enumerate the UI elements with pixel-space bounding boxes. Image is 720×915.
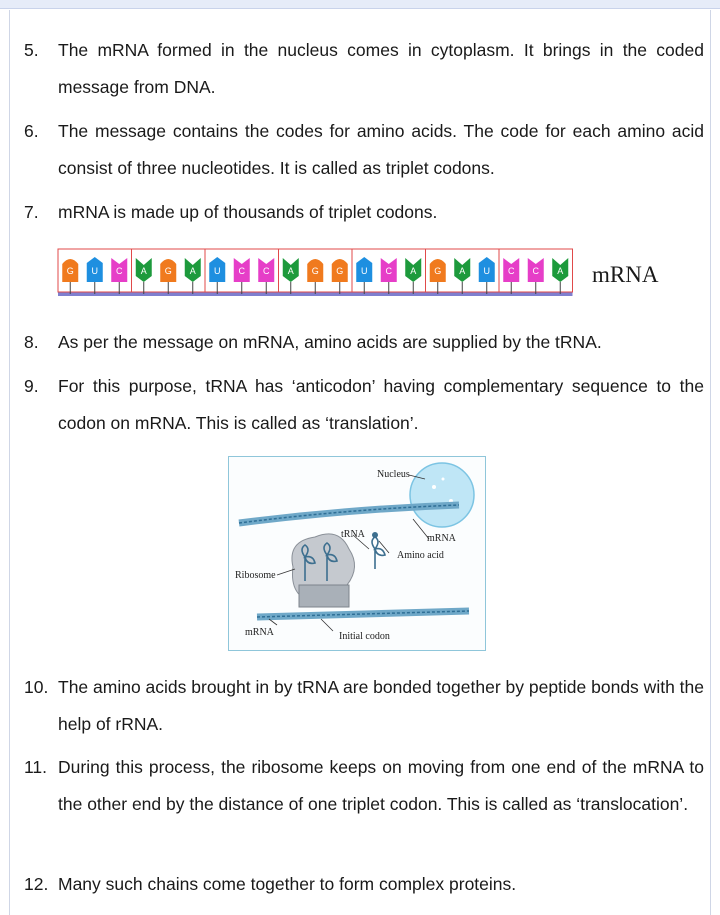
- nucleotide-letter: A: [557, 266, 564, 276]
- nucleotide-A: [283, 258, 299, 294]
- nucleotide-letter: U: [214, 266, 221, 276]
- item-number: 7.: [24, 202, 39, 222]
- nucleotide-letter: A: [189, 266, 196, 276]
- nucleotide-letter: C: [238, 266, 245, 276]
- list-item-6: [24, 113, 704, 187]
- item-text: During this process, the ribosome keeps on moving from one end of the mRNA to the other end by the distance of one triplet codon. This is called as ‘translocation’.: [58, 757, 704, 814]
- free-trna-shape: [372, 537, 385, 569]
- initial-codon-label: Initial codon: [339, 631, 390, 642]
- item-text: mRNA is made up of thousands of triplet codons.: [58, 202, 438, 222]
- nucleotide-C: [503, 258, 519, 294]
- nucleotide-G: [307, 259, 323, 294]
- nucleotide-letter: A: [459, 266, 466, 276]
- nucleotide-G: [332, 259, 348, 294]
- item-number: 11.: [24, 757, 48, 777]
- item-number: 6.: [24, 121, 39, 141]
- nucleotide-letter: G: [66, 266, 74, 276]
- nucleotide-letter: U: [483, 266, 490, 276]
- nucleotide-letter: A: [410, 266, 417, 276]
- mrna-codon-strip: [56, 248, 576, 300]
- nucleotide-G: [430, 259, 446, 294]
- list-item-7: [24, 194, 704, 231]
- nucleotide-U: [356, 257, 372, 294]
- nucleotide-G: [160, 259, 176, 294]
- list-item-10: [24, 669, 704, 743]
- nucleotide-A: [185, 258, 201, 294]
- item-number: 5.: [24, 40, 39, 60]
- nucleotide-letter: G: [434, 266, 442, 276]
- nucleotide-C: [234, 258, 250, 294]
- nucleotide-A: [405, 258, 421, 294]
- item-number: 12.: [24, 874, 49, 894]
- nucleotide-U: [209, 257, 225, 294]
- amino-acid-label: Amino acid: [397, 550, 444, 561]
- list-item-8: [24, 324, 704, 361]
- nucleotide-letter: C: [263, 266, 270, 276]
- item-text: The amino acids brought in by tRNA are bonded together by peptide bonds with the help of rRNA.: [58, 677, 704, 734]
- nucleotide-letter: A: [287, 266, 294, 276]
- item-text: Many such chains come together to form complex proteins.: [58, 874, 517, 894]
- trna-label: tRNA: [341, 529, 365, 540]
- nucleotide-A: [136, 258, 152, 294]
- nucleotide-letter: C: [508, 266, 515, 276]
- mrna-bottom-label: mRNA: [245, 627, 274, 638]
- nucleus-shape: [410, 463, 474, 527]
- list-item-5: [24, 32, 704, 106]
- mrna-strip-label: mRNA: [592, 262, 659, 287]
- item-number: 8.: [24, 332, 39, 352]
- item-text: The mRNA formed in the nucleus comes in cytoplasm. It brings in the coded message from DNA.: [58, 40, 704, 97]
- item-number: 10.: [24, 677, 49, 697]
- nucleotide-A: [552, 258, 568, 294]
- translation-figure: [228, 456, 486, 651]
- item-text: The message contains the codes for amino acids. The code for each amino acid consist of three nucleotides. It is called as triplet codons.: [58, 121, 704, 178]
- nucleotide-U: [479, 257, 495, 294]
- nucleotide-letter: C: [532, 266, 539, 276]
- ribosome-label: Ribosome: [235, 570, 276, 581]
- list-item-12: [24, 866, 704, 903]
- nucleotide-letter: G: [164, 266, 172, 276]
- nucleus-label: Nucleus: [377, 469, 410, 480]
- nucleotide-C: [258, 258, 274, 294]
- nucleotide-A: [454, 258, 470, 294]
- list-item-11: [24, 749, 704, 823]
- nucleotide-G: [62, 259, 78, 294]
- nucleotide-letter: U: [361, 266, 368, 276]
- nucleotide-C: [381, 258, 397, 294]
- mrna-top-label: mRNA: [427, 533, 456, 544]
- nucleotide-letter: G: [311, 266, 319, 276]
- item-text: As per the message on mRNA, amino acids are supplied by the tRNA.: [58, 332, 602, 352]
- item-text: For this purpose, tRNA has ‘anticodon’ having complementary sequence to the codon on mRNA. This is called as ‘translation’.: [58, 376, 704, 433]
- item-number: 9.: [24, 376, 39, 396]
- nucleotide-C: [111, 258, 127, 294]
- nucleotide-letter: C: [116, 266, 123, 276]
- top-bar: [0, 0, 720, 9]
- nucleotide-letter: G: [336, 266, 344, 276]
- nucleotide-letter: U: [91, 266, 98, 276]
- nucleotide-letter: A: [140, 266, 147, 276]
- nucleotide-C: [528, 258, 544, 294]
- nucleotide-U: [87, 257, 103, 294]
- nucleotide-letter: C: [385, 266, 392, 276]
- list-item-9: [24, 368, 704, 442]
